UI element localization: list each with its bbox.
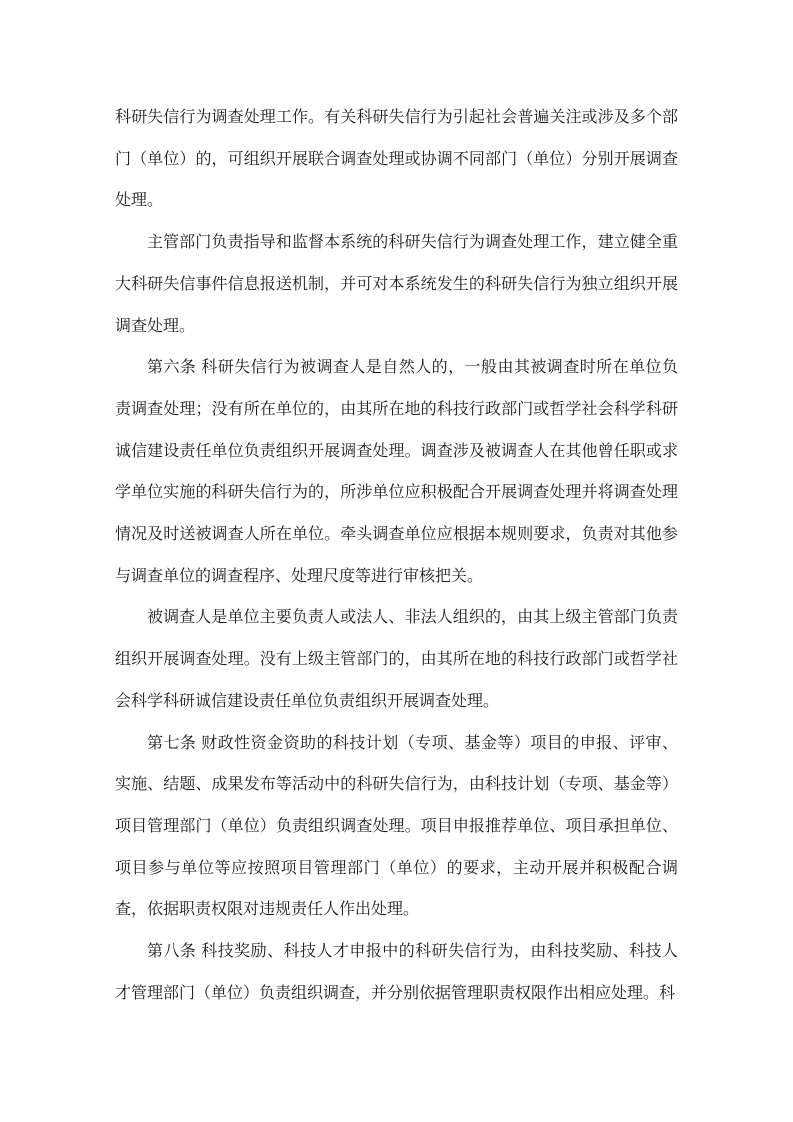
paragraph-article-8: 第八条 科技奖励、科技人才申报中的科研失信行为，由科技奖励、科技人才管理部门（单位）负责组织调查，并分别依据管理职责权限作出相应处理。科 <box>115 943 678 1002</box>
paragraph-article-7: 第七条 财政性资金资助的科技计划（专项、基金等）项目的申报、评审、实施、结题、成果发布等活动中的科研失信行为，由科技计划（专项、基金等）项目管理部门（单位）负责组织调查处理。项目申报推荐单位、项目承担单位、项目参与单位等应按照项目管理部门（单位）的要求，主动开展并积极配合调查，依据职责权限对违规责任人作出处理。 <box>115 734 678 919</box>
document-body <box>115 97 678 1014</box>
paragraph-continuation: 科研失信行为调查处理工作。有关科研失信行为引起社会普遍关注或涉及多个部门（单位）的，可组织开展联合调查处理或协调不同部门（单位）分别开展调查处理。 <box>115 109 678 210</box>
paragraph-unit-leader: 被调查人是单位主要负责人或法人、非法人组织的，由其上级主管部门负责组织开展调查处理。没有上级主管部门的，由其所在地的科技行政部门或哲学社会科学科研诚信建设责任单位负责组织开展调查处理。 <box>115 609 678 710</box>
paragraph-supervising-department: 主管部门负责指导和监督本系统的科研失信行为调查处理工作，建立健全重大科研失信事件信息报送机制，并可对本系统发生的科研失信行为独立组织开展调查处理。 <box>115 234 678 335</box>
paragraph-article-6: 第六条 科研失信行为被调查人是自然人的，一般由其被调查时所在单位负责调查处理；没有所在单位的，由其所在地的科技行政部门或哲学社会科学科研诚信建设责任单位负责组织开展调查处理。调查涉及被调查人在其他曾任职或求学单位实施的科研失信行为的，所涉单位应积极配合开展调查处理并将调查处理情况及时送被调查人所在单位。牵头调查单位应根据本规则要求，负责对其他参与调查单位的调查程序、处理尺度等进行审核把关。 <box>115 359 678 585</box>
